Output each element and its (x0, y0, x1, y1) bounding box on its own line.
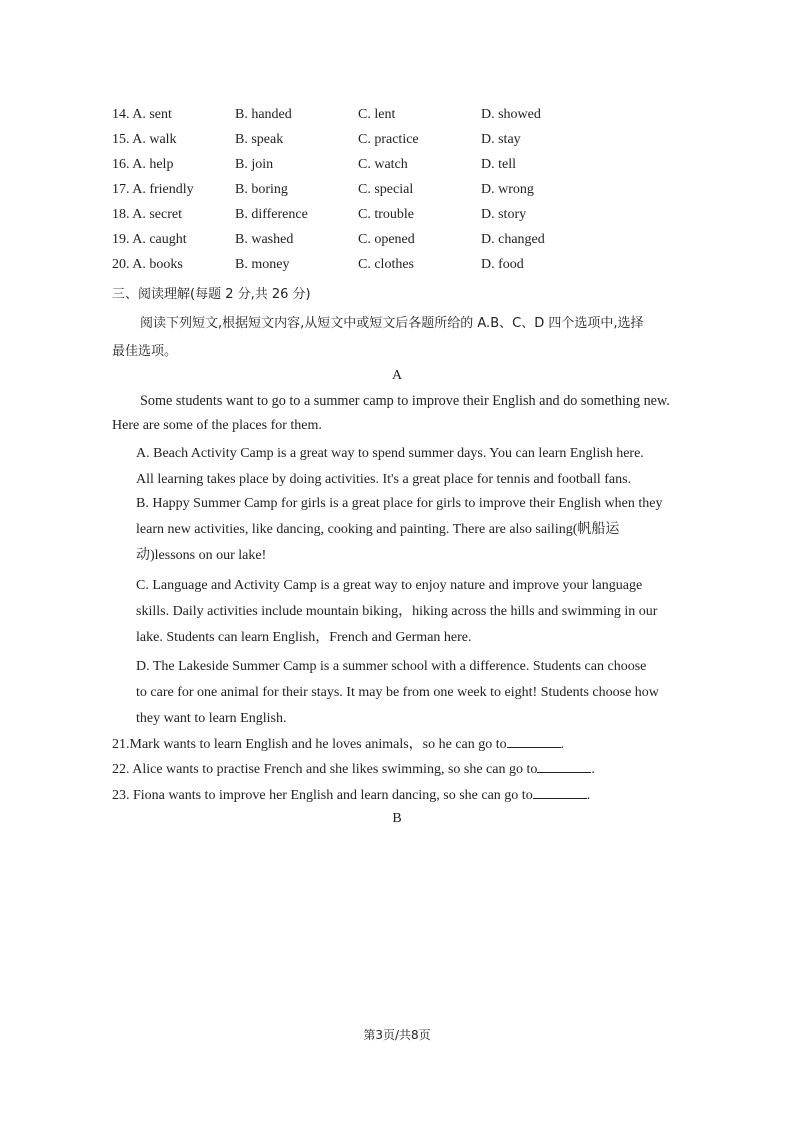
instruction-line-2: 最佳选项。 (112, 344, 178, 359)
question-period: . (560, 737, 565, 752)
option-b: B. difference (235, 207, 308, 222)
page-number: 第3页/共8页 (363, 1028, 431, 1042)
camp-option-d (136, 654, 666, 732)
option-c: C. special (358, 182, 414, 197)
option-c: C. clothes (358, 257, 414, 272)
option-a: 20. A. books (112, 257, 183, 272)
question-text: 21.Mark wants to learn English and he loves animals，so he can go to (112, 737, 507, 752)
option-d: D. changed (481, 232, 545, 247)
option-c: C. lent (358, 107, 396, 122)
choice-row-15 (112, 129, 672, 154)
camp-option-c (136, 573, 666, 651)
choice-row-19 (112, 229, 672, 254)
camp-line: learn new activities, like dancing, cooking and painting. There are also sailing(帆船运 (136, 522, 620, 537)
camp-line: to care for one animal for their stays. It may be from one week to eight! Students choose how (136, 685, 659, 700)
option-b: B. speak (235, 132, 284, 147)
option-d: D. food (481, 257, 524, 272)
option-c: C. watch (358, 157, 408, 172)
choice-table (112, 104, 672, 279)
camp-option-b (136, 491, 666, 569)
question-text: 23. Fiona wants to improve her English and learn dancing, so she can go to (112, 788, 533, 803)
passage-b-label: B (392, 811, 402, 826)
option-a: 16. A. help (112, 157, 174, 172)
option-a: 19. A. caught (112, 232, 187, 247)
passage-intro-line-2: Here are some of the places for them. (112, 418, 322, 433)
option-d: D. story (481, 207, 527, 222)
camp-line: they want to learn English. (136, 711, 287, 726)
answer-blank[interactable] (533, 786, 587, 799)
choice-row-17 (112, 179, 672, 204)
camp-line: B. Happy Summer Camp for girls is a great place for girls to improve their English when they (136, 496, 663, 511)
choice-row-18 (112, 204, 672, 229)
option-b: B. washed (235, 232, 294, 247)
answer-blank[interactable] (507, 735, 561, 748)
instruction-line-1: 阅读下列短文,根据短文内容,从短文中或短文后各题所给的 A.B、C、D 四个选项中,选择 (140, 316, 644, 331)
option-b: B. boring (235, 182, 288, 197)
question-period: . (591, 762, 595, 777)
question-text: 22. Alice wants to practise French and she likes swimming, so she can go to (112, 762, 538, 777)
choice-row-16 (112, 154, 672, 179)
question-period: . (586, 788, 591, 803)
option-d: D. tell (481, 157, 516, 172)
option-b: B. handed (235, 107, 292, 122)
camp-line: A. Beach Activity Camp is a great way to spend summer days. You can learn English here. (136, 446, 644, 461)
option-b: B. join (235, 157, 274, 172)
answer-blank[interactable] (537, 760, 591, 773)
option-c: C. opened (358, 232, 415, 247)
question-23 (112, 786, 590, 804)
choice-row-20 (112, 254, 672, 279)
passage-intro-line-1: Some students want to go to a summer camp to improve their English and do something new. (140, 393, 670, 409)
camp-line: All learning takes place by doing activities. It's a great place for tennis and football fans. (136, 472, 632, 487)
option-d: D. stay (481, 132, 521, 147)
option-a: 15. A. walk (112, 132, 177, 147)
choice-row-14 (112, 104, 672, 129)
camp-line: 动)lessons on our lake! (136, 548, 267, 563)
option-a: 18. A. secret (112, 207, 182, 222)
option-a: 14. A. sent (112, 107, 172, 122)
camp-line: D. The Lakeside Summer Camp is a summer school with a difference. Students can choose (136, 659, 647, 674)
option-a: 17. A. friendly (112, 182, 194, 197)
question-22 (112, 760, 595, 778)
option-d: D. wrong (481, 182, 534, 197)
camp-option-a (136, 441, 666, 493)
option-c: C. practice (358, 132, 419, 147)
question-21 (112, 733, 564, 753)
passage-a-label: A (391, 368, 403, 383)
section-heading: 三、阅读理解(每题 2 分,共 26 分) (112, 287, 311, 302)
option-d: D. showed (481, 107, 541, 122)
option-b: B. money (235, 257, 290, 272)
camp-line: lake. Students can learn English，French and German here. (136, 630, 472, 645)
camp-line: C. Language and Activity Camp is a great way to enjoy nature and improve your language (136, 578, 643, 593)
option-c: C. trouble (358, 207, 414, 222)
camp-line: skills. Daily activities include mountain biking，hiking across the hills and swimming in our (136, 604, 658, 619)
